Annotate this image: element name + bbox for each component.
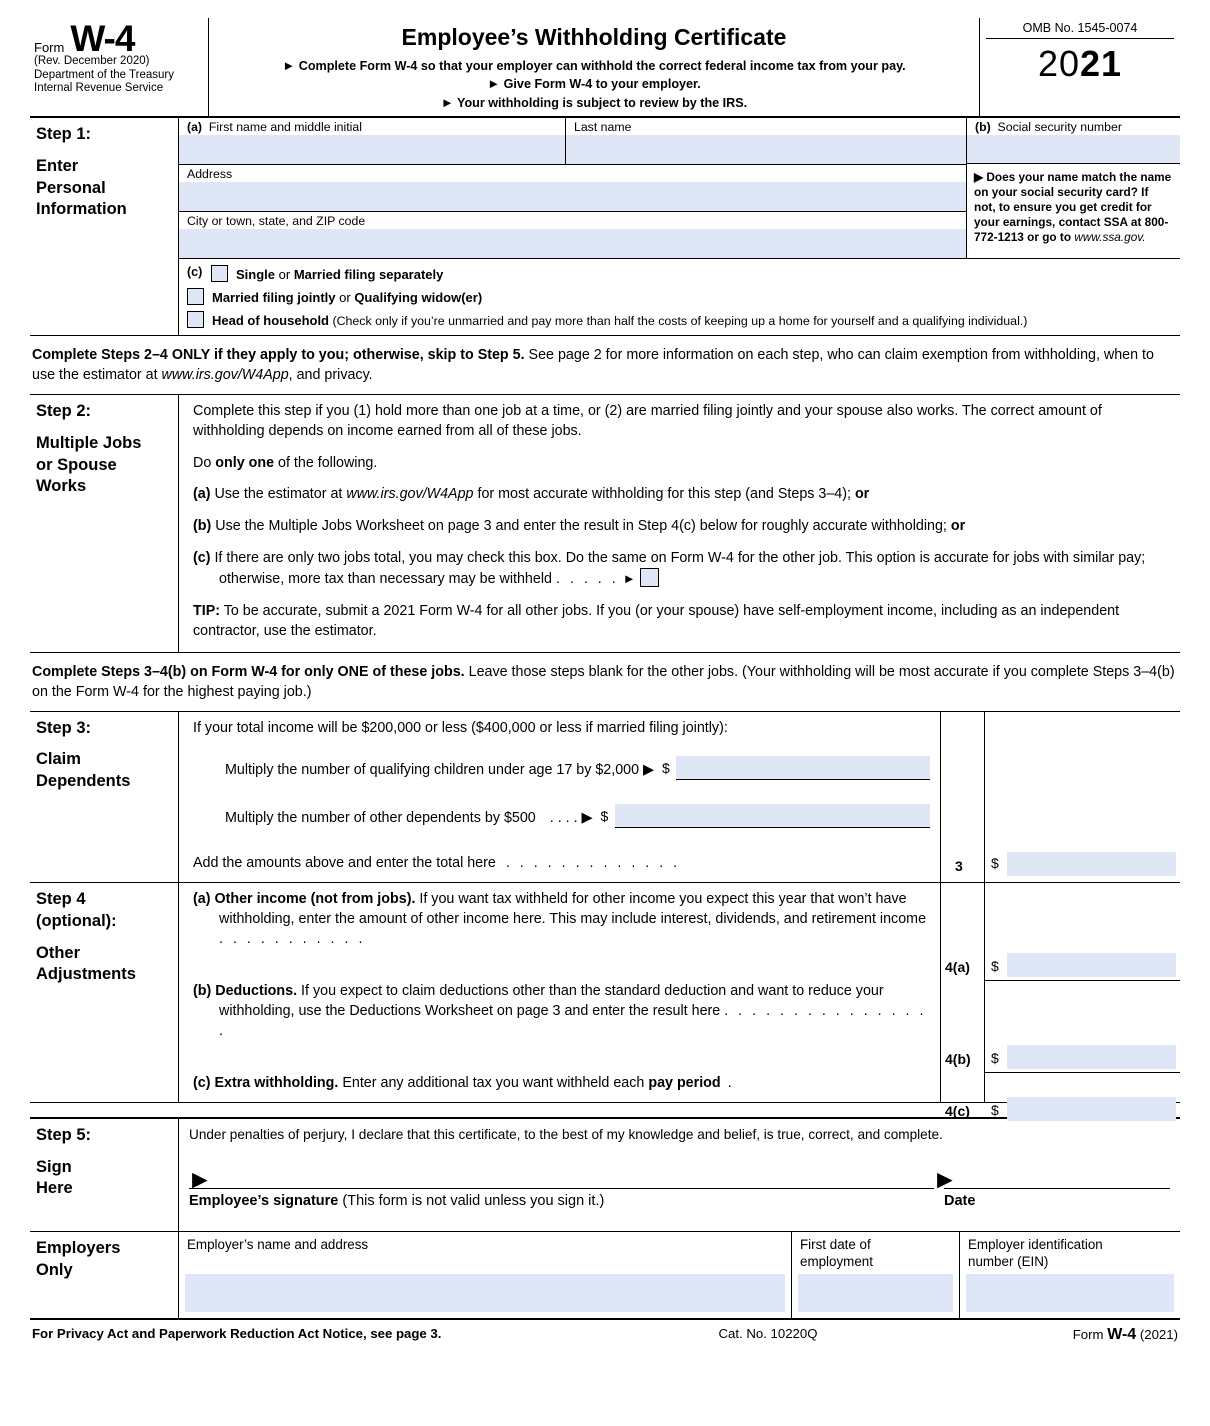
filing-option-hoh[interactable]	[187, 311, 1176, 328]
step-2-heading-line-3: or Spouse	[36, 455, 117, 474]
signature-label	[189, 1193, 934, 1209]
perjury-statement: Under penalties of perjury, I declare that this certificate, to the best of my knowledge and belief, is true, correct, and complete.	[189, 1126, 943, 1142]
step-3-total-dots: . . . . . . . . . . . . .	[505, 855, 681, 872]
last-name-label: Last name	[574, 120, 632, 135]
employers-only-section	[30, 1232, 1180, 1320]
step-3-body	[178, 712, 1180, 882]
checkbox-two-jobs[interactable]	[640, 568, 659, 587]
step-4a-tag: (a)	[193, 891, 211, 908]
step-2-option-b-text: Use the Multiple Jobs Worksheet on page 3 and enter the result in Step 4(c) below for roughly accurate withholding;	[211, 518, 951, 535]
step-3-line-number: 3	[955, 858, 963, 875]
step-4a-text	[193, 890, 930, 966]
step-3-line-number-col	[940, 712, 984, 882]
filing-hoh-label: Head of household	[212, 313, 329, 329]
date-block	[932, 1163, 1170, 1209]
step-4c-bold: Extra withholding.	[214, 1075, 339, 1092]
tax-year-prefix: 20	[1037, 43, 1080, 84]
step-3-text	[179, 712, 940, 882]
checkbox-hoh-icon[interactable]	[187, 311, 204, 328]
step-4-section	[30, 883, 1180, 1120]
ein-input[interactable]	[966, 1274, 1174, 1312]
steps-3-4b-note-bold: Complete Steps 3–4(b) on Form W-4 for only ONE of these jobs.	[32, 663, 465, 680]
step-3-others-dots: . . . . ▶	[549, 809, 593, 826]
city-state-zip-input[interactable]	[179, 229, 966, 258]
employers-heading-line-2: Only	[36, 1260, 73, 1279]
step-4-heading-line-2: (optional):	[36, 911, 117, 930]
signature-label-bold: Employee’s signature	[189, 1192, 339, 1209]
step-2-option-c-text: If there are only two jobs total, you may check this box. Do the same on Form W-4 for the other job. This option is accurate for jobs with similar pay; otherwise, more tax than necessary may be withheld	[210, 549, 1146, 588]
step-4a-input[interactable]	[1007, 953, 1176, 977]
steps-3-4b-note-text: Leave those steps blank for the other jobs. (Your withholding will be most accurate if you complete Steps 3–4(b) on the Form W-4 for the highest paying job.)	[32, 663, 1175, 700]
dollar-sign: $	[991, 1102, 999, 1119]
step-4b-tag: (b)	[193, 983, 212, 1000]
step-2-heading-line-4: Works	[36, 477, 87, 496]
steps-2-4-note-text: See page 2 for more information on each step, who can claim exemption from withholding, when to use the estimator at	[32, 347, 1154, 384]
ssn-label-text: Social security number	[997, 120, 1122, 135]
do-only-pre: Do	[193, 454, 216, 471]
footer-form-number: W-4	[1107, 1325, 1137, 1343]
header-bullet-2-text: Give Form W-4 to your employer.	[503, 77, 701, 92]
first-name-tag: (a)	[187, 120, 203, 135]
address-label: Address	[187, 167, 233, 182]
employers-heading-line-1: Employers	[36, 1238, 121, 1257]
filing-widow-label: Qualifying widow(er)	[354, 290, 483, 306]
step-3-total-label: Add the amounts above and enter the total here	[193, 855, 496, 872]
checkbox-joint-icon[interactable]	[187, 288, 204, 305]
step-4a-line-number: 4(a)	[945, 959, 970, 976]
form-word-label: Form	[34, 39, 65, 55]
omb-year-block	[980, 18, 1180, 116]
arrow-icon: ►	[282, 58, 296, 73]
step-3-section	[30, 712, 1180, 883]
arrow-icon: ►	[187, 1163, 213, 1194]
step-5-heading	[30, 1119, 178, 1231]
filing-joint-label: Married filing jointly	[212, 290, 336, 306]
step-4-heading-line-1: Step 4	[36, 890, 86, 909]
step-2-heading-line-1: Step 2:	[36, 402, 92, 421]
step-1-heading-line-3: Personal	[36, 178, 106, 197]
form-revision: (Rev. December 2020)	[34, 55, 150, 68]
employers-only-heading	[30, 1232, 178, 1318]
step-4c-body: Enter any additional tax you want withheld each	[338, 1075, 649, 1092]
department-line-1: Department of the Treasury	[34, 68, 174, 81]
step-3-others-row	[193, 804, 930, 828]
footer-form-word: Form	[1072, 1326, 1108, 1342]
step-2-option-c	[193, 549, 1170, 590]
filing-separately-label: Married filing separately	[293, 267, 444, 283]
catalog-number: Cat. No. 10220Q	[718, 1325, 818, 1341]
omb-number: OMB No. 1545-0074	[986, 21, 1174, 39]
city-label: City or town, state, and ZIP code	[187, 214, 366, 229]
first-date-label-line-1: First date of	[800, 1236, 871, 1252]
ein-label-line-1: Employer identification	[968, 1236, 1103, 1252]
step-4a-dots: . . . . . . . . . . .	[219, 930, 366, 947]
step-2-option-c-dots: . . . . .	[555, 571, 619, 588]
dollar-sign: $	[600, 808, 609, 825]
step-3-others-input[interactable]	[615, 804, 930, 828]
step-5-section	[30, 1117, 1180, 1232]
steps-2-4-note-url: www.irs.gov/W4App	[161, 367, 289, 384]
header-bullet-3	[215, 94, 973, 112]
city-row	[179, 212, 966, 258]
ssn-label	[967, 118, 1180, 135]
step-4c-text	[193, 1074, 930, 1094]
arrow-icon: ►	[932, 1163, 958, 1194]
step-4-line-number-col	[940, 883, 984, 1120]
dollar-sign: $	[991, 1050, 999, 1067]
form-header	[30, 18, 1180, 118]
step-4b-line-number: 4(b)	[945, 1051, 971, 1068]
step-3-amount-col	[984, 712, 1180, 882]
step-1-section	[30, 118, 1180, 336]
step-2-option-b-tag: (b)	[193, 518, 212, 535]
ssa-note	[967, 164, 1180, 251]
arrow-icon: ►	[487, 76, 501, 92]
step-4c-line-number: 4(c)	[945, 1103, 970, 1120]
step-2-option-b	[193, 517, 1170, 537]
last-name-input[interactable]	[566, 135, 966, 164]
step-3-children-label: Multiply the number of qualifying children under age 17 by $2,000 ▶	[225, 761, 655, 778]
step-2-do-only-one	[193, 454, 1170, 474]
dollar-sign: $	[991, 855, 999, 872]
first-name-input[interactable]	[179, 135, 565, 164]
step-2-option-a-pre: Use the estimator at	[210, 486, 347, 503]
form-title-block	[208, 18, 980, 116]
filing-option-joint[interactable]	[187, 288, 1176, 305]
signature-label-rest: (This form is not valid unless you sign it.)	[338, 1192, 605, 1209]
step-4-amount-col	[984, 883, 1180, 1119]
privacy-notice: For Privacy Act and Paperwork Reduction Act Notice, see page 3.	[32, 1325, 442, 1341]
arrow-icon: ►	[622, 571, 636, 587]
step-4-text	[179, 883, 940, 1102]
step-4c-bold2: pay period	[648, 1075, 721, 1092]
step-4a-bold: Other income (not from jobs).	[214, 891, 416, 908]
filing-option-single[interactable]	[187, 265, 1176, 282]
last-name-cell	[566, 118, 966, 164]
step-3-heading-line-1: Step 3:	[36, 718, 92, 737]
employer-name-address-input[interactable]	[185, 1274, 785, 1312]
footer-form-year: (2021)	[1136, 1326, 1178, 1342]
steps-2-4-note-bold: Complete Steps 2–4 ONLY if they apply to you; otherwise, skip to Step 5.	[32, 347, 525, 364]
filing-status-row	[179, 258, 1180, 335]
department-line-2: Internal Revenue Service	[34, 82, 164, 95]
ein-label	[960, 1232, 1180, 1274]
step-4b-dots: . . . . . . . . . . . . . . . .	[219, 1002, 927, 1039]
tax-year-suffix: 21	[1080, 43, 1123, 84]
step-2-option-a-url: www.irs.gov/W4App	[346, 486, 474, 503]
address-row	[179, 165, 966, 212]
step-1-heading-line-4: Information	[36, 200, 127, 219]
step-5-heading-line-3: Here	[36, 1179, 73, 1198]
name-row	[179, 118, 966, 165]
employers-only-body	[178, 1232, 1180, 1318]
ein-cell	[960, 1232, 1180, 1318]
footer-form-id	[918, 1326, 1178, 1344]
signature-area	[187, 1163, 1170, 1209]
employer-name-address-label: Employer’s name and address	[187, 1236, 369, 1252]
step-2-body	[178, 395, 1180, 651]
step-1-heading-line-2: Enter	[36, 156, 79, 175]
employer-name-address-cell	[179, 1232, 792, 1318]
dollar-sign: $	[662, 760, 670, 777]
step-4c-dots: .	[720, 1075, 735, 1092]
steps-2-4-note-tail: , and privacy.	[288, 367, 373, 384]
step-3-others-label: Multiply the number of other dependents by $500	[225, 809, 536, 826]
step-3-heading-line-3: Dependents	[36, 772, 131, 791]
step-4c-tag: (c)	[193, 1075, 211, 1092]
ssn-tag: (b)	[975, 120, 991, 135]
step-2-tip-label: TIP:	[193, 603, 221, 620]
step-2-option-a-post: for most accurate withholding for this step (and Steps 3–4);	[473, 486, 855, 503]
step-1-body	[178, 118, 1180, 335]
ein-label-line-2: number (EIN)	[968, 1253, 1049, 1269]
do-only-bold: only one	[215, 454, 275, 471]
step-4-heading	[30, 883, 178, 1102]
header-bullet-1-text: Complete Form W-4 so that your employer can withhold the correct federal income tax from your pay.	[298, 59, 906, 73]
steps-2-4-note	[30, 336, 1180, 395]
date-line[interactable]	[944, 1188, 1170, 1189]
dollar-sign: $	[991, 958, 999, 975]
step-2-option-a-or: or	[854, 486, 870, 503]
step-3-children-row	[193, 756, 930, 780]
header-bullet-3-text: Your withholding is subject to review by the IRS.	[457, 95, 748, 110]
arrow-icon: ►	[440, 94, 454, 110]
step-2-intro: Complete this step if you (1) hold more than one job at a time, or (2) are married filing jointly and your spouse also works. The correct amount of withholding depends on income earned from all of these jobs.	[193, 403, 1102, 439]
form-number: W-4	[70, 18, 135, 59]
step-4b-text	[193, 982, 930, 1058]
step-4-body	[178, 883, 1180, 1120]
first-date-label	[792, 1232, 959, 1274]
filing-status-options	[179, 259, 1180, 335]
step-3-heading	[30, 712, 178, 882]
step-1-heading-line-1: Step 1:	[36, 125, 92, 144]
step-3-heading-line-2: Claim	[36, 750, 81, 769]
address-input[interactable]	[179, 182, 966, 211]
step-4b-body: If you expect to claim deductions other than the standard deduction and want to reduce your withholding, use the Deductions Worksheet on page 3 and enter the result here	[219, 983, 884, 1019]
do-only-post: of the following.	[274, 454, 378, 471]
date-label-text: Date	[944, 1192, 976, 1209]
form-identity-block	[30, 18, 208, 116]
step-2-tip-text: To be accurate, submit a 2021 Form W-4 for all other jobs. If you (or your spouse) have self-employment income, including as an independent contractor, use the estimator.	[193, 603, 1120, 639]
form-footer	[30, 1320, 1180, 1344]
step-4c-input[interactable]	[1007, 1097, 1176, 1121]
step-4-heading-line-4: Adjustments	[36, 965, 136, 984]
step-3-total-row	[193, 854, 930, 874]
header-bullets	[215, 57, 973, 112]
ssn-input[interactable]	[967, 135, 1180, 164]
step-3-children-input[interactable]	[676, 756, 930, 780]
first-date-input[interactable]	[798, 1274, 953, 1312]
header-bullet-2	[215, 75, 973, 93]
step-3-intro: If your total income will be $200,000 or less ($400,000 or less if married filing jointly):	[193, 719, 728, 736]
checkbox-single-icon[interactable]	[211, 265, 228, 282]
step-2-tip	[193, 602, 1170, 641]
page-title: Employee’s Withholding Certificate	[401, 24, 787, 50]
step-2-section	[30, 395, 1180, 652]
date-label	[944, 1193, 1170, 1209]
first-name-label-text: First name and middle initial	[208, 120, 362, 135]
step-5-body	[178, 1119, 1180, 1231]
employee-signature-block	[187, 1163, 934, 1209]
first-name-label	[179, 118, 565, 135]
step-2-option-b-or: or	[950, 518, 966, 535]
step-4b-bold: Deductions.	[215, 983, 298, 1000]
step-4-heading-line-3: Other	[36, 943, 81, 962]
filing-single-label: Single	[236, 267, 276, 283]
steps-3-4b-note	[30, 653, 1180, 712]
step-2-heading	[30, 395, 178, 651]
step-4a-body: If you want tax withheld for other income you expect this year that won’t have withholding, enter the amount of other income here. This may include interest, dividends, and retirement income	[219, 891, 927, 927]
step-1-heading	[30, 118, 178, 335]
step-2-option-a-tag: (a)	[193, 486, 211, 503]
step-5-heading-line-1: Step 5:	[36, 1125, 92, 1144]
step-2-option-a	[193, 485, 1170, 505]
ssa-note-text: ▶ Does your name match the name on your social security card? If not, to ensure you get credit for your earnings, contact SSA at 800-772-1213 or go to	[974, 170, 1172, 244]
filing-hoh-note: (Check only if you’re unmarried and pay more than half the costs of keeping up a home for yourself and a qualifying individual.)	[329, 314, 1028, 329]
signature-line[interactable]	[189, 1188, 934, 1189]
step-1-name-address-block	[179, 118, 966, 258]
filing-joint-conj: or	[335, 290, 355, 306]
step-3-total-input[interactable]	[1007, 852, 1176, 876]
step-4b-input[interactable]	[1007, 1045, 1176, 1069]
step-1-ssn-block	[966, 118, 1180, 258]
first-date-cell	[792, 1232, 960, 1318]
filing-single-conj: or	[275, 267, 294, 283]
header-bullet-1	[215, 57, 973, 75]
ssa-url: www.ssa.gov.	[1074, 230, 1146, 244]
step-2-heading-line-2: Multiple Jobs	[36, 433, 142, 452]
filing-status-tag: (c)	[187, 265, 203, 280]
step-5-heading-line-2: Sign	[36, 1157, 72, 1176]
step-2-option-c-tag: (c)	[193, 549, 211, 566]
first-date-label-line-2: employment	[800, 1253, 873, 1269]
tax-year	[986, 43, 1174, 85]
first-name-cell	[179, 118, 566, 164]
